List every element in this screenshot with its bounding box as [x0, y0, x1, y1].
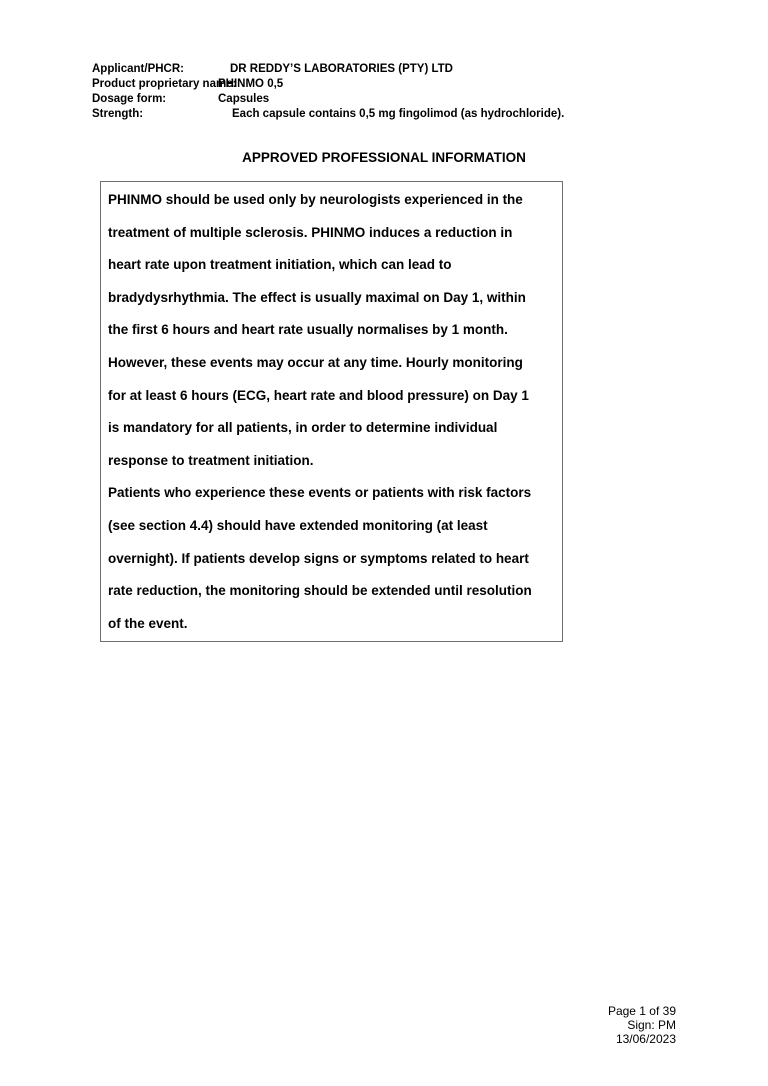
dosage-label: Dosage form: — [92, 93, 167, 105]
strength-label: Strength: — [92, 108, 144, 120]
warning-line: of the event. — [108, 615, 188, 631]
applicant-value: DR REDDY’S LABORATORIES (PTY) LTD — [230, 63, 453, 75]
warning-line: for at least 6 hours (ECG, heart rate and blood pressure) on Day 1 — [108, 387, 529, 403]
warning-line: Patients who experience these events or patients with risk factors — [108, 485, 532, 501]
page-title-text: APPROVED PROFESSIONAL INFORMATION — [242, 150, 526, 165]
product-label: Product proprietary name: — [92, 78, 237, 90]
warning-line: rate reduction, the monitoring should be extended until resolution — [108, 583, 532, 599]
footer-date: 13/06/2023 — [615, 1032, 676, 1046]
warning-line: the first 6 hours and heart rate usually normalises by 1 month. — [108, 322, 508, 338]
warning-line: response to treatment initiation. — [108, 452, 314, 468]
boxed-warning — [100, 181, 563, 642]
boxed-warning-text — [108, 184, 558, 640]
warning-line: However, these events may occur at any time. Hourly monitoring — [108, 354, 523, 370]
warning-line: heart rate upon treatment initiation, which can lead to — [108, 257, 452, 273]
warning-line: (see section 4.4) should have extended monitoring (at least — [108, 517, 488, 533]
warning-line: overnight). If patients develop signs or symptoms related to heart — [108, 550, 529, 566]
warning-line: bradydysrhythmia. The effect is usually maximal on Day 1, within — [108, 289, 526, 305]
warning-line: PHINMO should be used only by neurologists experienced in the — [108, 192, 523, 207]
warning-line: treatment of multiple sclerosis. PHINMO induces a reduction in — [108, 224, 513, 240]
signature: Sign: PM — [627, 1018, 676, 1032]
page-title — [0, 150, 768, 165]
strength-value: Each capsule contains 0,5 mg fingolimod (as hydrochloride). — [232, 108, 565, 120]
dosage-value: Capsules — [218, 93, 270, 105]
page-footer — [608, 1004, 676, 1046]
product-value: PHINMO 0,5 — [218, 78, 284, 90]
warning-line: is mandatory for all patients, in order to determine individual — [108, 420, 498, 436]
applicant-label: Applicant/PHCR: — [92, 63, 184, 75]
page-number: Page 1 of 39 — [607, 1004, 676, 1018]
